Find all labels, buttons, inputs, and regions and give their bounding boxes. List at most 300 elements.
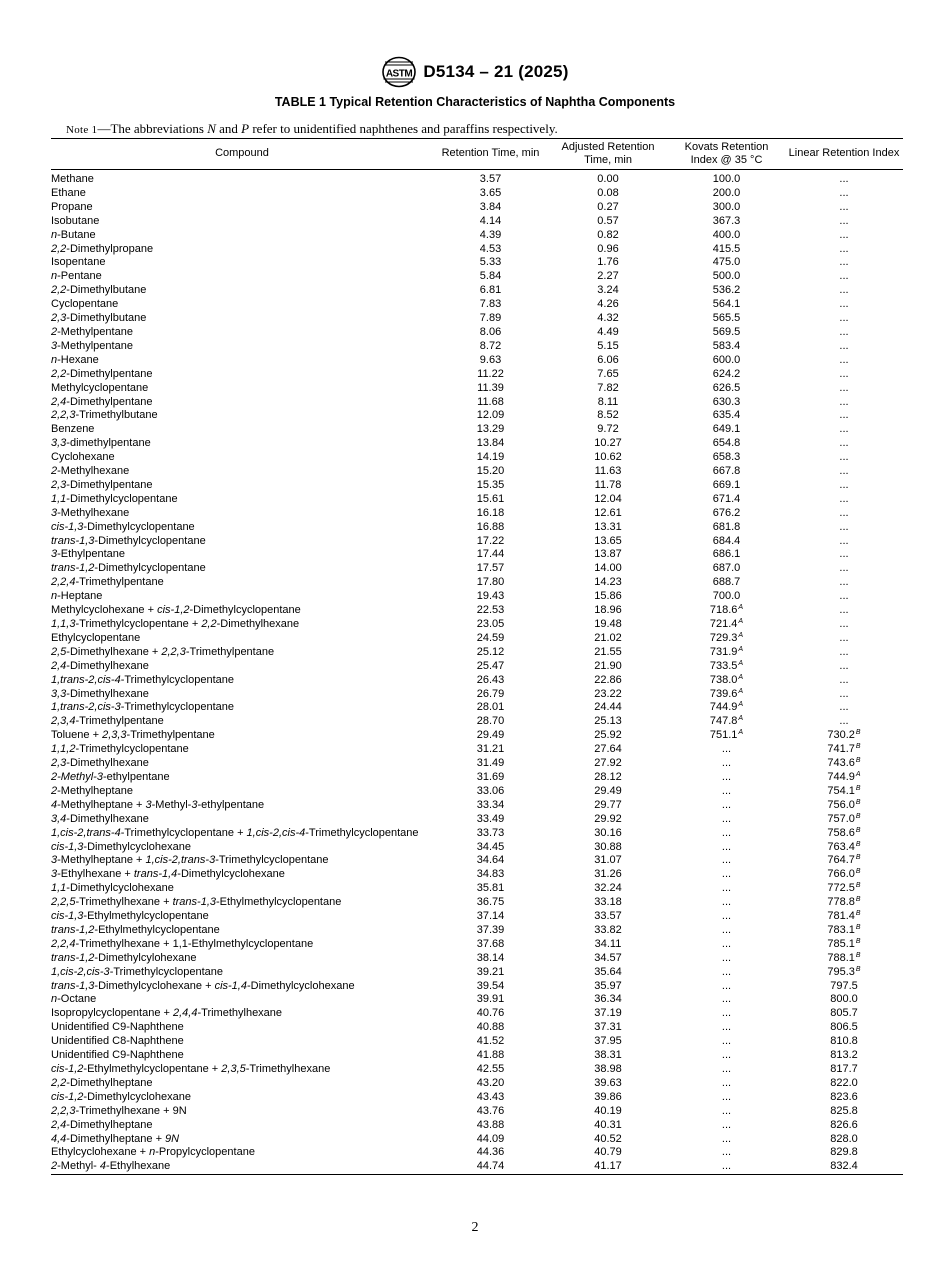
retention-time-cell: 17.57 xyxy=(476,562,505,575)
retention-time-cell: 7.83 xyxy=(479,298,502,311)
kovats-index-cell: ... xyxy=(721,965,732,978)
adjusted-retention-cell: 28.12 xyxy=(594,770,622,783)
linear-index-cell: ... xyxy=(839,534,849,547)
linear-index-cell: $795.3^B$ xyxy=(827,965,861,978)
compound-cell: Isobutane xyxy=(51,214,100,227)
compound-cell: 1,1-Dimethylcyclopentane xyxy=(51,492,178,505)
compound-cell: 1,cis-2,trans-4-Trimethylcyclopentane + 1,cis-2,cis-4-Trimethylcyclopentane xyxy=(51,826,419,839)
linear-index-cell: $763.4^B$ xyxy=(827,840,861,853)
retention-time-cell: 34.45 xyxy=(476,840,505,853)
compound-cell: Benzene xyxy=(51,423,95,436)
linear-index-cell: ... xyxy=(839,506,849,519)
compound-cell: 3-Methylhexane xyxy=(51,506,130,519)
kovats-index-cell: $729.3^A$ xyxy=(709,631,744,644)
compound-cell: Unidentified C8-Naphthene xyxy=(51,1035,184,1048)
retention-time-cell: 26.79 xyxy=(476,687,505,700)
linear-index-cell: 828.0 xyxy=(830,1132,858,1145)
table-row xyxy=(51,854,903,868)
table-row xyxy=(51,590,903,604)
kovats-index-cell: ... xyxy=(668,1160,785,1174)
retention-time-cell: 43.20 xyxy=(476,1076,505,1089)
adjusted-retention-cell: 1.76 xyxy=(597,256,619,269)
table-row xyxy=(51,618,903,632)
table-row xyxy=(51,1077,903,1091)
table-row xyxy=(51,743,903,757)
kovats-index-cell: ... xyxy=(721,798,732,811)
note-label: Note 1 xyxy=(66,124,98,136)
adjusted-retention-cell: 35.97 xyxy=(594,979,622,992)
table-row xyxy=(51,729,903,743)
adjusted-retention-cell: 10.27 xyxy=(594,437,622,450)
table-row xyxy=(51,368,903,382)
kovats-index-cell: 681.8 xyxy=(712,520,741,533)
linear-index-cell: 822.0 xyxy=(830,1076,858,1089)
adjusted-retention-cell: 0.00 xyxy=(597,173,619,185)
kovats-index-cell: ... xyxy=(721,1007,732,1020)
retention-time-cell: 13.29 xyxy=(476,423,505,436)
table-row xyxy=(51,701,903,715)
table-row xyxy=(51,521,903,535)
linear-index-cell: ... xyxy=(839,409,849,422)
compound-cell: 2,2,3-Trimethylhexane + 9N xyxy=(51,1104,187,1117)
compound-cell: Cyclohexane xyxy=(51,451,115,464)
note-mid: and xyxy=(215,121,242,136)
retention-time-cell: 8.06 xyxy=(479,325,502,338)
adjusted-retention-cell: 35.64 xyxy=(594,965,622,978)
kovats-index-cell: 626.5 xyxy=(712,381,741,394)
linear-index-cell: ... xyxy=(839,186,849,199)
col-adjusted-retention: Adjusted Retention Time, min xyxy=(548,139,668,170)
kovats-index-cell: 300.0 xyxy=(712,200,741,213)
table-row xyxy=(51,270,903,284)
table-row xyxy=(51,493,903,507)
table-row xyxy=(51,1049,903,1063)
retention-time-cell: 16.18 xyxy=(476,506,505,519)
table-row xyxy=(51,187,903,201)
table-row xyxy=(51,827,903,841)
table-row xyxy=(51,229,903,243)
linear-index-cell: ... xyxy=(839,284,849,297)
linear-index-cell: ... xyxy=(839,631,849,644)
table-row xyxy=(51,715,903,729)
adjusted-retention-cell: 0.27 xyxy=(597,200,619,213)
retention-time-cell: 14.19 xyxy=(476,451,505,464)
linear-index-cell: ... xyxy=(839,645,849,658)
adjusted-retention-cell: 37.95 xyxy=(594,1035,622,1048)
retention-time-cell: 11.22 xyxy=(477,367,504,380)
adjusted-retention-cell: 34.57 xyxy=(594,951,622,964)
table-row xyxy=(51,1160,903,1174)
linear-index-cell: ... xyxy=(839,478,849,491)
adjusted-retention-cell: 9.72 xyxy=(597,423,619,436)
kovats-index-cell: $747.8^A$ xyxy=(709,715,744,728)
linear-index-cell: ... xyxy=(839,353,849,366)
adjusted-retention-cell: 39.86 xyxy=(594,1090,622,1103)
kovats-index-cell: ... xyxy=(721,1076,732,1089)
kovats-index-cell: ... xyxy=(721,840,732,853)
adjusted-retention-cell: 34.11 xyxy=(594,937,622,950)
linear-index-cell: ... xyxy=(839,451,849,464)
linear-index-cell: $730.2^B$ xyxy=(827,729,861,742)
compound-cell: 2,2,4-Trimethylhexane + 1,1-Ethylmethylcyclopentane xyxy=(51,937,314,950)
adjusted-retention-cell: 0.57 xyxy=(597,214,619,227)
kovats-index-cell: ... xyxy=(721,784,732,797)
compound-cell: 3,4-Dimethylhexane xyxy=(51,812,149,825)
kovats-index-cell: 687.0 xyxy=(712,562,741,575)
linear-index-cell: ... xyxy=(839,381,849,394)
kovats-index-cell: 583.4 xyxy=(712,339,741,352)
retention-time-cell: 36.75 xyxy=(476,896,505,909)
table-row xyxy=(51,465,903,479)
table-row xyxy=(51,562,903,576)
kovats-index-cell: $751.1^A$ xyxy=(709,729,744,742)
linear-index-cell: ... xyxy=(839,256,849,269)
retention-time-cell: 15.61 xyxy=(476,492,505,505)
linear-index-cell: ... xyxy=(839,659,849,672)
svg-text:ASTM: ASTM xyxy=(386,68,413,80)
kovats-index-cell: ... xyxy=(721,1049,732,1062)
adjusted-retention-cell: 31.07 xyxy=(594,854,622,867)
compound-cell: 1,1,2-Trimethylcyclopentane xyxy=(51,743,189,756)
linear-index-cell: $788.1^B$ xyxy=(827,951,861,964)
linear-index-cell: ... xyxy=(839,312,849,325)
adjusted-retention-cell: 11.63 xyxy=(594,465,622,478)
retention-time-cell: 33.49 xyxy=(476,812,505,825)
compound-cell: 2,2,5-Trimethylhexane + trans-1,3-Ethylmethylcyclopentane xyxy=(51,896,342,909)
linear-index-cell: ... xyxy=(839,298,849,311)
compound-cell: trans-1,2-Dimethylcyclopentane xyxy=(51,562,206,575)
table-row xyxy=(51,799,903,813)
adjusted-retention-cell: 0.96 xyxy=(597,242,619,255)
retention-time-cell: 40.76 xyxy=(476,1007,505,1020)
linear-index-cell: 806.5 xyxy=(830,1021,858,1034)
linear-index-cell: ... xyxy=(839,618,849,630)
kovats-index-cell: $738.0^A$ xyxy=(709,673,744,686)
table-row xyxy=(51,170,903,187)
col-compound: Compound xyxy=(51,139,433,170)
linear-index-cell: ... xyxy=(839,562,849,575)
linear-index-cell: 797.5 xyxy=(830,979,858,992)
linear-index-cell: 805.7 xyxy=(830,1007,858,1020)
compound-cell: 3,3-dimethylpentane xyxy=(51,437,151,450)
table-row xyxy=(51,256,903,270)
col-kovats-index: Kovats Retention Index @ 35 °C xyxy=(668,139,785,170)
table-row xyxy=(51,548,903,562)
adjusted-retention-cell: 23.22 xyxy=(594,687,622,700)
retention-time-cell: 12.09 xyxy=(476,409,505,422)
adjusted-retention-cell: 33.82 xyxy=(594,923,622,936)
col-linear-index: Linear Retention Index xyxy=(785,139,903,170)
table-row xyxy=(51,423,903,437)
compound-cell: 2,4-Dimethylheptane xyxy=(51,1118,153,1131)
compound-cell: 2,3,4-Trimethylpentane xyxy=(51,715,164,728)
table-row xyxy=(51,1035,903,1049)
linear-index-cell: ... xyxy=(839,242,849,255)
adjusted-retention-cell: 40.52 xyxy=(594,1132,622,1145)
kovats-index-cell: 667.8 xyxy=(712,465,741,478)
adjusted-retention-cell: 4.26 xyxy=(597,298,619,311)
adjusted-retention-cell: 12.04 xyxy=(594,492,622,505)
table-row xyxy=(51,813,903,827)
compound-cell: Toluene + 2,3,3-Trimethylpentane xyxy=(51,729,215,742)
retention-time-cell: 3.57 xyxy=(479,173,502,185)
adjusted-retention-cell: 7.82 xyxy=(597,381,619,394)
table-row xyxy=(51,326,903,340)
table-row xyxy=(51,479,903,493)
kovats-index-cell: 654.8 xyxy=(712,437,741,450)
kovats-index-cell: ... xyxy=(721,868,732,881)
adjusted-retention-cell: 32.24 xyxy=(594,882,622,895)
retention-time-cell: 25.47 xyxy=(476,659,505,672)
retention-time-cell: 16.88 xyxy=(476,520,505,533)
kovats-index-cell: 658.3 xyxy=(712,451,741,464)
compound-cell: cis-1,3-Ethylmethylcyclopentane xyxy=(51,910,209,923)
kovats-index-cell: ... xyxy=(721,770,732,783)
compound-cell: 4-Methylheptane + 3-Methyl-3-ethylpentane xyxy=(51,798,265,811)
adjusted-retention-cell: 22.86 xyxy=(594,673,622,686)
retention-time-cell: 39.54 xyxy=(476,979,505,992)
linear-index-cell: 800.0 xyxy=(830,993,858,1006)
adjusted-retention-cell: 0.08 xyxy=(597,186,619,199)
kovats-index-cell: 676.2 xyxy=(712,506,741,519)
linear-index-cell: $743.6^B$ xyxy=(827,757,861,770)
retention-time-cell: 9.63 xyxy=(479,353,502,366)
table-row xyxy=(51,382,903,396)
kovats-index-cell: 565.5 xyxy=(712,312,741,325)
compound-cell: Cyclopentane xyxy=(51,298,119,311)
linear-index-cell: $757.0^B$ xyxy=(827,812,861,825)
linear-index-cell: ... xyxy=(839,590,849,603)
compound-cell: Ethane xyxy=(51,186,86,199)
compound-cell: cis-1,2-Ethylmethylcyclopentane + 2,3,5-Trimethylhexane xyxy=(51,1063,331,1075)
table-row xyxy=(51,785,903,799)
compound-cell: 2-Methyl-3-ethylpentane xyxy=(51,770,170,783)
linear-index-cell: ... xyxy=(839,437,849,450)
retention-time-cell: 34.83 xyxy=(476,868,505,881)
linear-index-cell: $783.1^B$ xyxy=(827,923,861,936)
col-retention-time: Retention Time, min xyxy=(433,139,548,170)
retention-time-cell: 43.88 xyxy=(476,1118,505,1131)
compound-cell: Methylcyclohexane + cis-1,2-Dimethylcyclopentane xyxy=(51,604,301,617)
linear-index-cell: ... xyxy=(839,395,849,408)
kovats-index-cell: 669.1 xyxy=(712,478,741,491)
retention-time-cell: 4.14 xyxy=(479,214,502,227)
kovats-index-cell: 624.2 xyxy=(712,367,741,380)
linear-index-cell: ... xyxy=(839,367,849,380)
adjusted-retention-cell: 3.24 xyxy=(597,284,619,297)
compound-cell: 2,4-Dimethylhexane xyxy=(51,659,149,672)
table-row xyxy=(51,882,903,896)
compound-cell: trans-1,2-Ethylmethylcyclopentane xyxy=(51,923,220,936)
kovats-index-cell: 569.5 xyxy=(712,325,741,338)
adjusted-retention-cell: 33.18 xyxy=(594,896,622,909)
table-row xyxy=(51,396,903,410)
compound-cell: Isopropylcyclopentane + 2,4,4-Trimethylhexane xyxy=(51,1007,283,1020)
retention-time-cell: 39.91 xyxy=(476,993,505,1006)
table-row xyxy=(51,1091,903,1105)
table-row xyxy=(51,507,903,521)
table-row xyxy=(51,298,903,312)
kovats-index-cell: 671.4 xyxy=(712,492,741,505)
kovats-index-cell: 536.2 xyxy=(712,284,741,297)
compound-cell: cis-1,3-Dimethylcyclopentane xyxy=(51,520,195,533)
document-header xyxy=(0,56,950,88)
adjusted-retention-cell: 29.49 xyxy=(594,784,622,797)
linear-index-cell: $785.1^B$ xyxy=(827,937,861,950)
compound-cell: trans-1,3-Dimethylcyclohexane + cis-1,4-Dimethylcyclohexane xyxy=(51,979,355,992)
table-row xyxy=(51,910,903,924)
table-row xyxy=(51,201,903,215)
kovats-index-cell: 367.3 xyxy=(712,214,741,227)
table-row xyxy=(51,757,903,771)
adjusted-retention-cell: 30.88 xyxy=(594,840,622,853)
compound-cell: n-Butane xyxy=(51,228,96,241)
compound-cell: 2,2,3-Trimethylbutane xyxy=(51,409,158,422)
retention-time-cell: 23.05 xyxy=(476,618,505,630)
adjusted-retention-cell: 38.98 xyxy=(594,1063,622,1075)
linear-index-cell: ... xyxy=(839,270,849,283)
compound-cell: Unidentified C9-Naphthene xyxy=(51,1021,184,1034)
retention-time-cell: 24.59 xyxy=(476,631,505,644)
retention-time-cell: 33.34 xyxy=(476,798,505,811)
adjusted-retention-cell: 13.87 xyxy=(594,548,622,561)
retention-time-cell: 28.70 xyxy=(476,715,505,728)
adjusted-retention-cell: 8.52 xyxy=(597,409,619,422)
table-row xyxy=(51,993,903,1007)
compound-cell: Unidentified C9-Naphthene xyxy=(51,1049,184,1062)
table-row xyxy=(51,980,903,994)
retention-table xyxy=(51,138,903,1175)
linear-index-cell: ... xyxy=(839,200,849,213)
table-row xyxy=(51,1021,903,1035)
retention-time-cell: 44.09 xyxy=(476,1132,505,1145)
linear-index-cell: ... xyxy=(839,214,849,227)
adjusted-retention-cell: 27.92 xyxy=(594,757,622,770)
kovats-index-cell: 400.0 xyxy=(712,228,741,241)
kovats-index-cell: ... xyxy=(721,937,732,950)
adjusted-retention-cell: 19.48 xyxy=(594,618,622,630)
table-row xyxy=(51,1133,903,1147)
compound-cell: 2,3-Dimethylbutane xyxy=(51,312,147,325)
kovats-index-cell: ... xyxy=(721,1146,732,1159)
linear-index-cell: ... xyxy=(839,325,849,338)
kovats-index-cell: 200.0 xyxy=(712,186,741,199)
compound-cell: 1,trans-2,cis-3-Trimethylcyclopentane xyxy=(51,701,235,714)
retention-time-cell: 17.22 xyxy=(476,534,505,547)
compound-cell: 2,2-Dimethylbutane xyxy=(51,284,147,297)
compound-cell: n-Pentane xyxy=(51,270,102,283)
compound-cell: 3-Methylpentane xyxy=(51,339,133,352)
linear-index-cell: $756.0^B$ xyxy=(827,798,861,811)
retention-time-cell: 25.12 xyxy=(476,645,505,658)
retention-time-cell: 44.36 xyxy=(476,1146,505,1159)
compound-cell: n-Heptane xyxy=(51,590,103,603)
retention-time-cell: 19.43 xyxy=(476,590,505,603)
compound-cell: 2,2,4-Trimethylpentane xyxy=(51,576,164,589)
linear-index-cell: ... xyxy=(839,701,849,714)
compound-cell: 2,2-Dimethylpropane xyxy=(51,242,154,255)
compound-cell: Isopentane xyxy=(51,256,106,269)
note-post: refer to unidentified naphthenes and paraffins respectively. xyxy=(249,121,558,136)
adjusted-retention-cell: 30.16 xyxy=(594,826,622,839)
retention-time-cell: 4.39 xyxy=(479,228,502,241)
table-row xyxy=(51,284,903,298)
adjusted-retention-cell: 15.86 xyxy=(594,590,622,603)
retention-time-cell: 41.88 xyxy=(476,1049,505,1062)
adjusted-retention-cell: 33.57 xyxy=(594,910,622,923)
adjusted-retention-cell: 38.31 xyxy=(594,1049,622,1062)
table-row xyxy=(51,938,903,952)
linear-index-cell: ... xyxy=(839,465,849,478)
retention-time-cell: 31.69 xyxy=(476,770,505,783)
adjusted-retention-cell: 36.34 xyxy=(594,993,622,1006)
kovats-index-cell: 564.1 xyxy=(712,298,741,311)
retention-time-cell: 39.21 xyxy=(476,965,505,978)
adjusted-retention-cell: 2.27 xyxy=(597,270,619,283)
kovats-index-cell: 688.7 xyxy=(712,576,741,589)
linear-index-cell: ... xyxy=(839,576,849,589)
retention-time-cell: 43.76 xyxy=(476,1104,505,1117)
linear-index-cell: $741.7^B$ xyxy=(827,743,861,756)
retention-time-cell: 13.84 xyxy=(476,437,505,450)
kovats-index-cell: $739.6^A$ xyxy=(709,687,744,700)
kovats-index-cell: ... xyxy=(721,1104,732,1117)
table-row xyxy=(51,437,903,451)
linear-index-cell: 832.4 xyxy=(785,1160,903,1174)
kovats-index-cell: ... xyxy=(721,1063,732,1075)
kovats-index-cell: 649.1 xyxy=(712,423,741,436)
compound-cell: trans-1,2-Dimethylcylohexane xyxy=(51,951,197,964)
kovats-index-cell: 415.5 xyxy=(712,242,741,255)
compound-cell: n-Hexane xyxy=(51,353,99,366)
adjusted-retention-cell: 40.19 xyxy=(594,1104,622,1117)
table-row xyxy=(51,1007,903,1021)
retention-time-cell: 15.20 xyxy=(476,465,505,478)
retention-time-cell: 35.81 xyxy=(476,882,505,895)
compound-cell: 2-Methylhexane xyxy=(51,465,130,478)
table-note xyxy=(66,121,558,137)
table-row xyxy=(51,451,903,465)
linear-index-cell: ... xyxy=(839,548,849,561)
table-row xyxy=(51,688,903,702)
linear-index-cell: $781.4^B$ xyxy=(827,910,861,923)
retention-time-cell: 15.35 xyxy=(476,478,505,491)
adjusted-retention-cell: 0.82 xyxy=(597,228,619,241)
adjusted-retention-cell: 21.55 xyxy=(594,645,622,658)
adjusted-retention-cell: 14.00 xyxy=(594,562,622,575)
table-row xyxy=(51,646,903,660)
compound-cell: n-Octane xyxy=(51,993,97,1006)
table-row xyxy=(51,535,903,549)
compound-cell: Ethylcyclopentane xyxy=(51,631,141,644)
adjusted-retention-cell: 4.32 xyxy=(597,312,619,325)
linear-index-cell: ... xyxy=(839,423,849,436)
table-row xyxy=(51,1063,903,1077)
table-row xyxy=(51,1146,903,1160)
compound-cell: 2,2-Dimethylpentane xyxy=(51,367,153,380)
kovats-index-cell: ... xyxy=(721,1035,732,1048)
adjusted-retention-cell: 24.44 xyxy=(594,701,622,714)
linear-index-cell: ... xyxy=(839,173,849,185)
table-row xyxy=(51,340,903,354)
retention-time-cell: 33.73 xyxy=(476,826,505,839)
compound-cell: 2,2-Dimethylheptane xyxy=(51,1076,153,1089)
kovats-index-cell: 684.4 xyxy=(712,534,741,547)
kovats-index-cell: ... xyxy=(721,910,732,923)
kovats-index-cell: ... xyxy=(721,1118,732,1131)
retention-time-cell: 26.43 xyxy=(476,673,505,686)
retention-time-cell: 44.74 xyxy=(433,1160,548,1174)
